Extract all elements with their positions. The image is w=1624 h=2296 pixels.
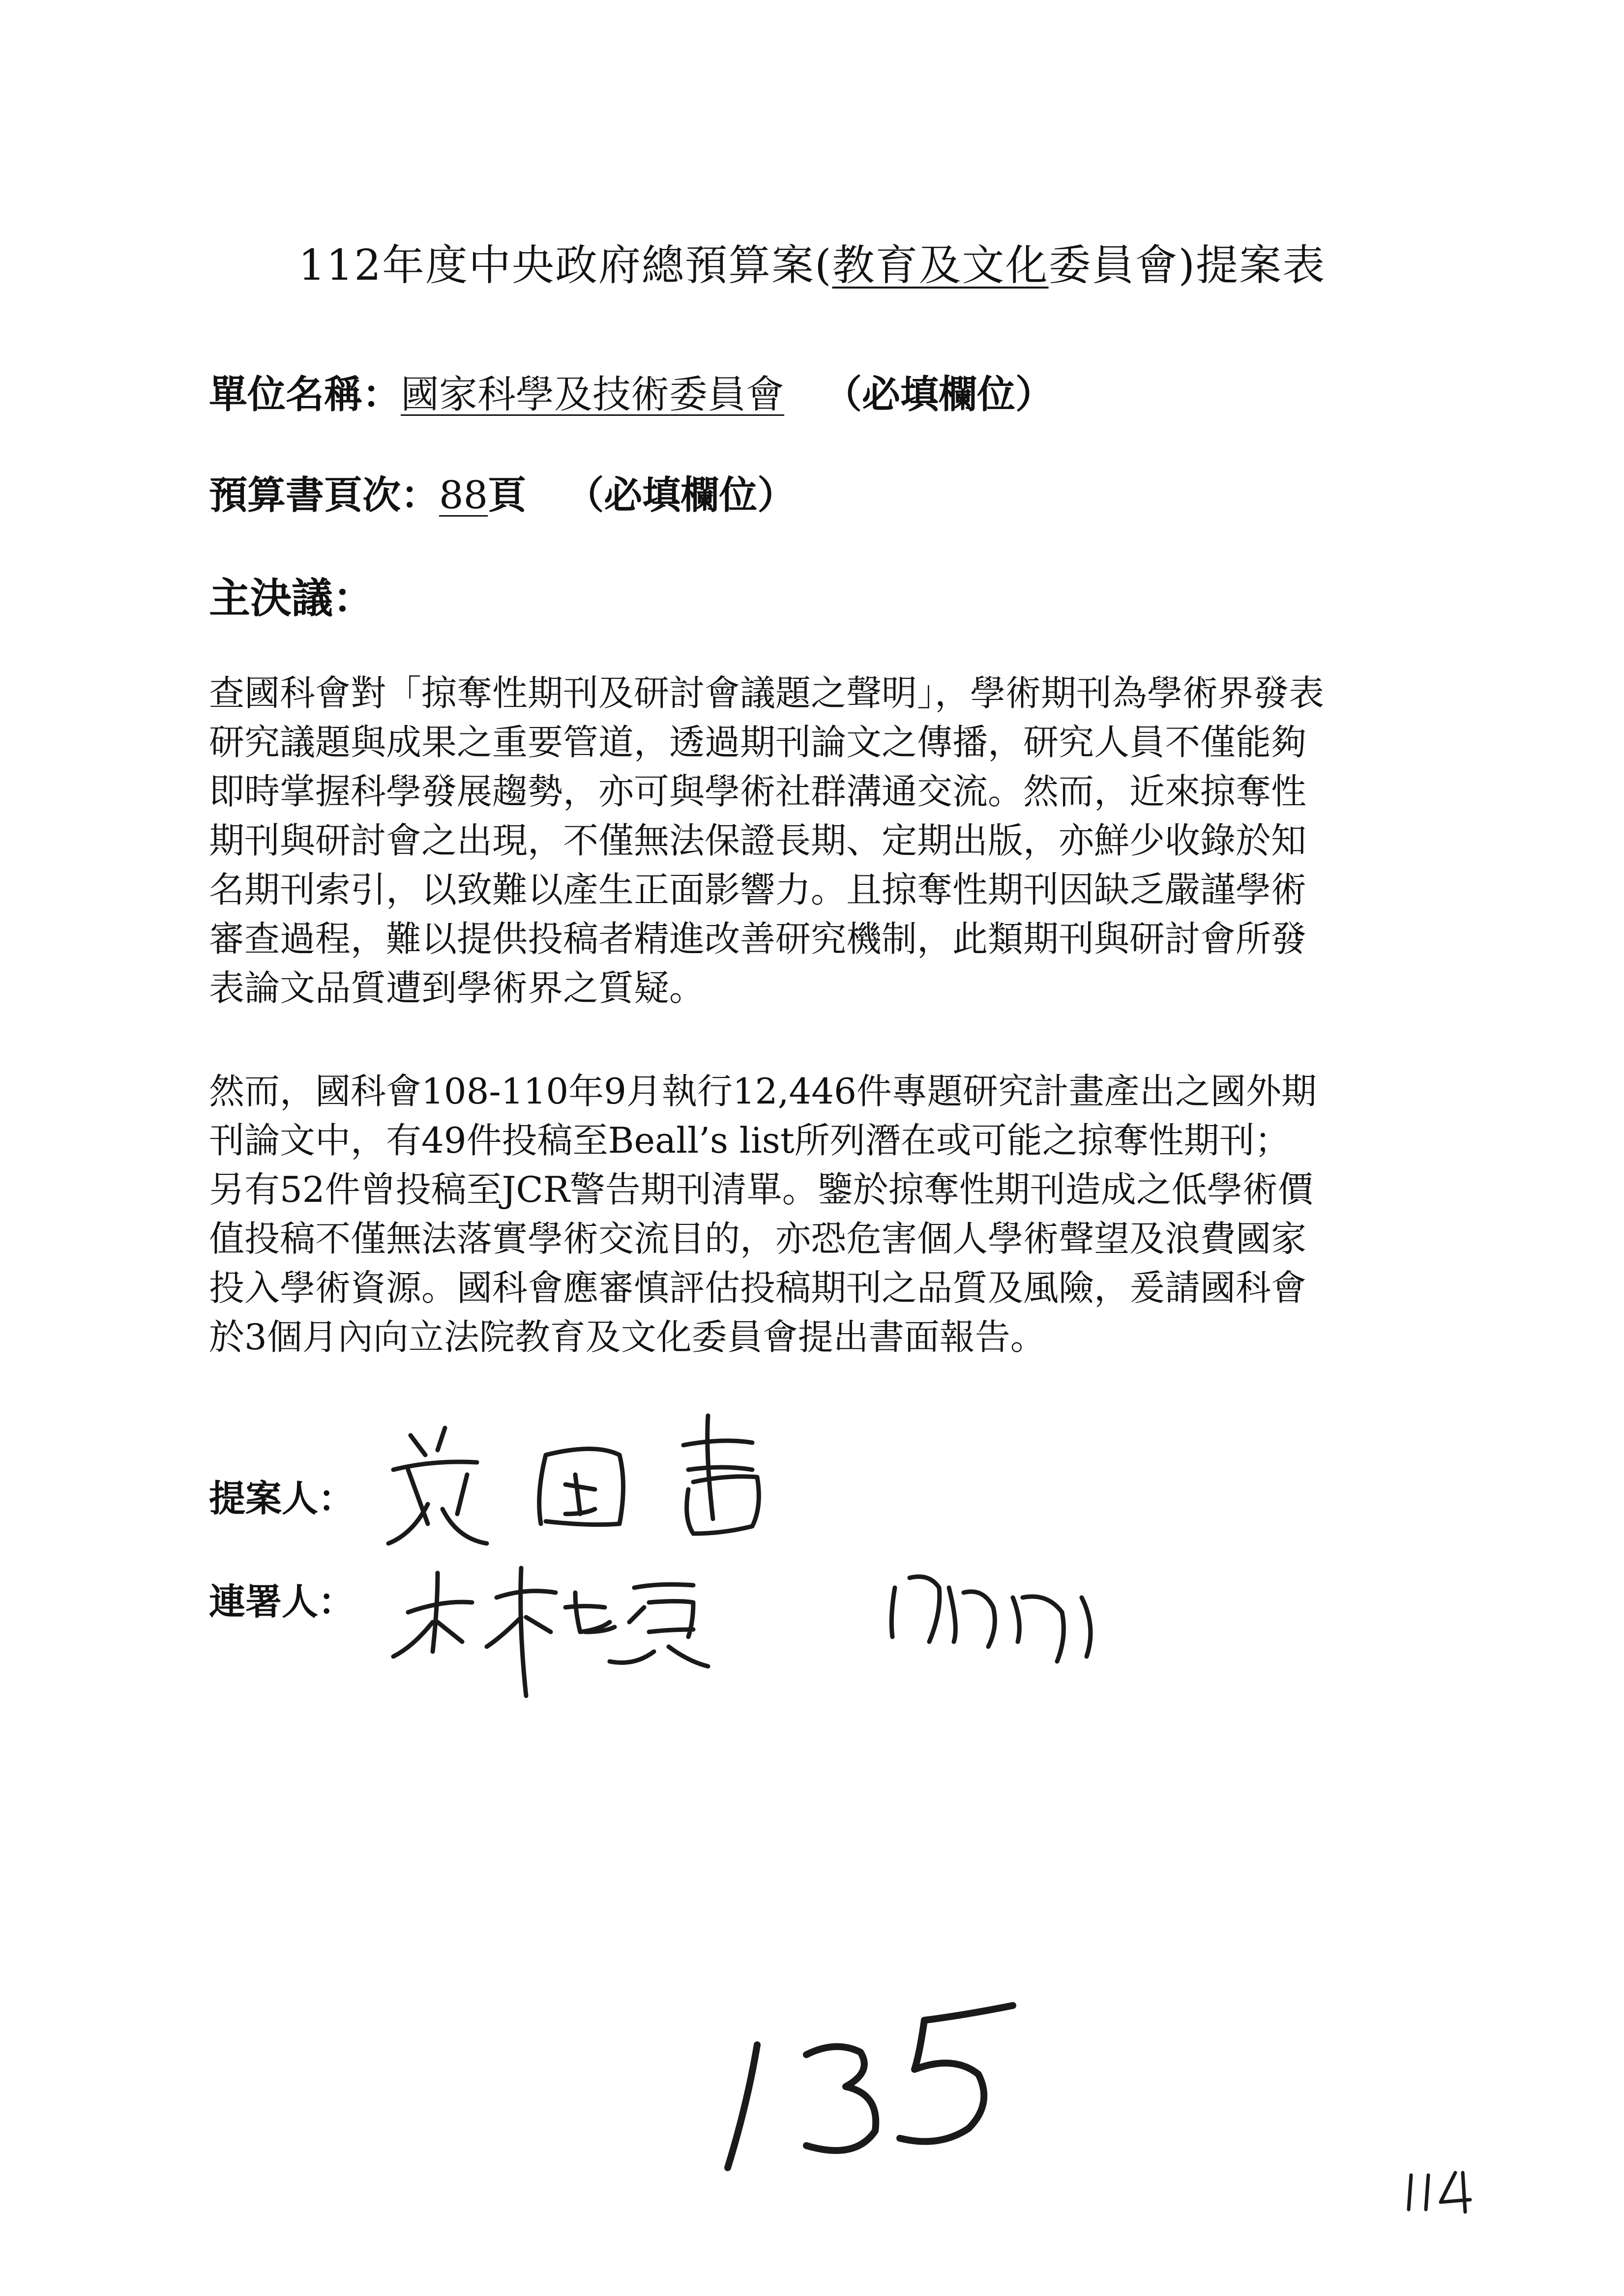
p1-line: 審查過程，難以提供投稿者精進改善研究機制，此類期刊與研討會所發 [209, 918, 1307, 959]
handwritten-page-number [728, 2005, 1013, 2168]
p1-line: 名期刊索引，以致難以產生正面影響力。且掠奪性期刊因缺乏嚴謹學術 [209, 869, 1307, 910]
p1-line: 研究議題與成果之重要管道，透過期刊論文之傳播，研究人員不僅能夠 [209, 722, 1307, 763]
p1-line: 表論文品質遭到學術界之質疑。 [209, 967, 705, 1009]
page-label: 預算書頁次： [209, 473, 440, 518]
title-committee: 教育及文化 [832, 241, 1049, 290]
p1-line: 即時掌握科學發展趨勢，亦可與學術社群溝通交流。然而，近來掠奪性 [209, 771, 1307, 812]
decision-heading: 主決議： [209, 574, 375, 622]
p2-line: 然而，國科會108-110年9月執行12,446件專題研究計畫產出之國外期 [209, 1071, 1317, 1112]
p2-line: 另有52件曾投稿至JCR警告期刊清單。鑒於掠奪性期刊造成之低學術價 [209, 1169, 1313, 1210]
proposer-signature [388, 1416, 759, 1543]
proposer-label: 提案人： [209, 1478, 354, 1520]
page-required-note: （必填欄位） [565, 473, 796, 518]
p1-line: 期刊與研討會之出現，不僅無法保證長期、定期出版，亦鮮少收錄於知 [209, 820, 1307, 861]
page-value: 88 [439, 473, 488, 518]
page-unit: 頁 [488, 473, 527, 518]
unit-required-note: （必填欄位） [824, 372, 1054, 417]
p1-line: 查國科會對「掠奪性期刊及研討會議題之聲明」，學術期刊為學術界發表 [209, 672, 1325, 714]
cosigner-label: 連署人： [209, 1581, 354, 1623]
p2-line: 刊論文中，有49件投稿至Beall’s list所列潛在或可能之掠奪性期刊； [209, 1120, 1290, 1161]
cosigner-signatures [393, 1568, 1091, 1696]
p2-line: 值投稿不僅無法落實學術交流目的，亦恐危害個人學術聲望及浪費國家 [209, 1218, 1307, 1259]
handwritten-small-number [1409, 2173, 1470, 2212]
title-prefix: 112年度中央政府總預算案( [298, 241, 832, 290]
title-suffix: 委員會)提案表 [1048, 241, 1326, 290]
p2-line: 於3個月內向立法院教育及文化委員會提出書面報告。 [209, 1316, 1046, 1358]
unit-value: 國家科學及技術委員會 [401, 373, 785, 417]
unit-label: 單位名稱： [209, 372, 401, 417]
p2-line: 投入學術資源。國科會應審慎評估投稿期刊之品質及風險，爰請國科會 [209, 1267, 1307, 1308]
